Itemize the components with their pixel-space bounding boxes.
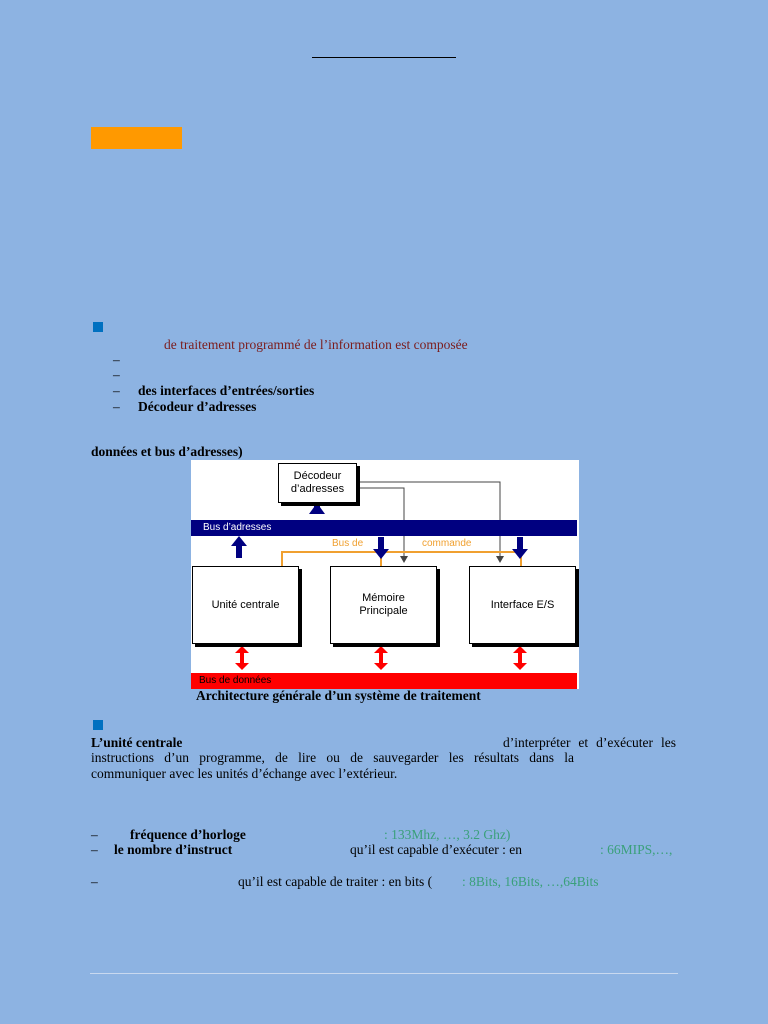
list-item-3-dash: – [113, 383, 120, 398]
bullet-square-2 [93, 720, 103, 730]
data-bus-bar: Bus de données [191, 673, 577, 689]
cpu-para-right: d’interpréter et d’exécuter les [503, 735, 676, 750]
io-down-arrow [512, 549, 528, 559]
io-data-arrow [513, 646, 527, 670]
list-item-4-dash: – [113, 399, 120, 414]
io-interface-box: Interface E/S [469, 566, 576, 644]
decoder-to-io-arrowhead [496, 556, 504, 563]
cpu-box: Unité centrale [192, 566, 299, 644]
perf-item-2-dash: – [91, 842, 98, 857]
perf-item-2-label: le nombre d’instruct [114, 842, 233, 857]
perf-item-1-value: : 133Mhz, …, 3.2 Ghz) [384, 827, 511, 842]
perf-item-3-value: : 8Bits, 16Bits, …,64Bits [462, 874, 599, 889]
memory-down-arrow [373, 549, 389, 559]
cpu-up-arrow [231, 536, 247, 546]
list-item-2-dash: – [113, 367, 120, 382]
cpu-para-lead: L’unité centrale [91, 735, 183, 750]
intro-line: de traitement programmé de l’information est composée [164, 337, 468, 352]
command-bus-label-right: commande [422, 538, 472, 549]
list-item-io-interfaces: des interfaces d’entrées/sorties [138, 383, 315, 398]
command-bus-label-left: Bus de [332, 538, 364, 549]
list-item-1-dash: – [113, 352, 120, 367]
perf-item-3-dash: – [91, 874, 98, 889]
cpu-para-line3: communiquer avec les unités d’échange avec l’extérieur. [91, 766, 398, 781]
command-bus-line [282, 552, 521, 566]
memory-box: Mémoire Principale [330, 566, 437, 644]
architecture-diagram [191, 460, 579, 689]
buses-line: données et bus d’adresses) [91, 444, 243, 459]
perf-item-1-label: fréquence d’horloge [130, 827, 246, 842]
address-bus-bar: Bus d’adresses [191, 520, 577, 536]
decoder-to-memory-arrowhead [400, 556, 408, 563]
header-rule [312, 57, 456, 58]
section-title-box [91, 127, 182, 149]
decoder-up-arrow [309, 503, 325, 514]
memory-data-arrow [374, 646, 388, 670]
perf-item-3-mid: qu’il est capable de traiter : en bits ( [238, 874, 433, 889]
bullet-square-1 [93, 322, 103, 332]
cpu-data-arrow [235, 646, 249, 670]
list-item-address-decoder: Décodeur d’adresses [138, 399, 257, 414]
cpu-para-line2: instructions d’un programme, de lire ou de sauvegarder les résultats dans la [91, 750, 574, 765]
address-decoder-box: Décodeur d’adresses [278, 463, 357, 503]
diagram-caption: Architecture générale d’un système de traitement [196, 688, 481, 703]
perf-item-2-mid: qu’il est capable d’exécuter : en [350, 842, 523, 857]
footer-rule [90, 973, 678, 974]
perf-item-2-value: : 66MIPS,…, [600, 842, 673, 857]
perf-item-1-dash: – [91, 827, 98, 842]
